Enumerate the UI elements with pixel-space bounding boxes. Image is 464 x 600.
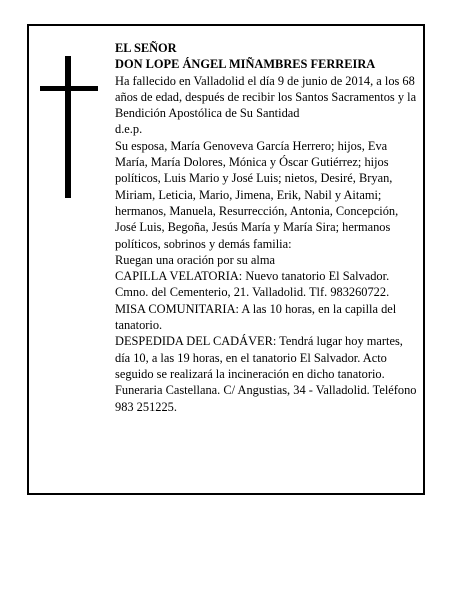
- notice-title-line1: EL SEÑOR: [115, 41, 177, 55]
- prayer-request: Ruegan una oración por su alma: [115, 252, 275, 267]
- cross-vertical-bar: [65, 56, 71, 198]
- family-list: Su esposa, María Genoveva García Herrero; hijos, Eva María, María Dolores, Mónica y Óscar Gutiérrez; hijos políticos, Luis Mario y José Luis; nietos, Desiré, Bryan, Miriam, Leticia, Mario, Jimena, Erik, Nabil y Aitami; hermanos, Manuela, Resurrección, Antonia, Concepción, José Luis, Begoña, Jesús María y María Sira; hermanos políticos, sobrinos y demás familia:: [115, 138, 399, 251]
- cross-horizontal-bar: [40, 86, 98, 91]
- notice-text: [115, 40, 421, 415]
- chapel-info: CAPILLA VELATORIA: Nuevo tanatorio El Salvador. Cmno. del Cementerio, 21. Valladolid. Tlf. 983260722.: [115, 269, 390, 300]
- funeral-home-info: Funeraria Castellana. C/ Angustias, 34 - Valladolid. Teléfono 983 251225.: [115, 383, 417, 414]
- obituary-notice: [27, 24, 425, 495]
- cross-icon: [40, 56, 98, 198]
- death-info: Ha fallecido en Valladolid el día 9 de junio de 2014, a los 68 años de edad, después de recibir los Santos Sacramentos y la Bendición Apostólica de Su Santidad: [115, 73, 417, 121]
- farewell-info: DESPEDIDA DEL CADÁVER: Tendrá lugar hoy martes, día 10, a las 19 horas, en el tanatorio El Salvador. Acto seguido se realizará la incineración en dicho tanatorio.: [115, 334, 403, 381]
- mass-info: MISA COMUNITARIA: A las 10 horas, en la capilla del tanatorio.: [115, 301, 397, 333]
- deceased-name: DON LOPE ÁNGEL MIÑAMBRES FERREIRA: [115, 57, 376, 72]
- rip-abbreviation: d.e.p.: [115, 122, 143, 137]
